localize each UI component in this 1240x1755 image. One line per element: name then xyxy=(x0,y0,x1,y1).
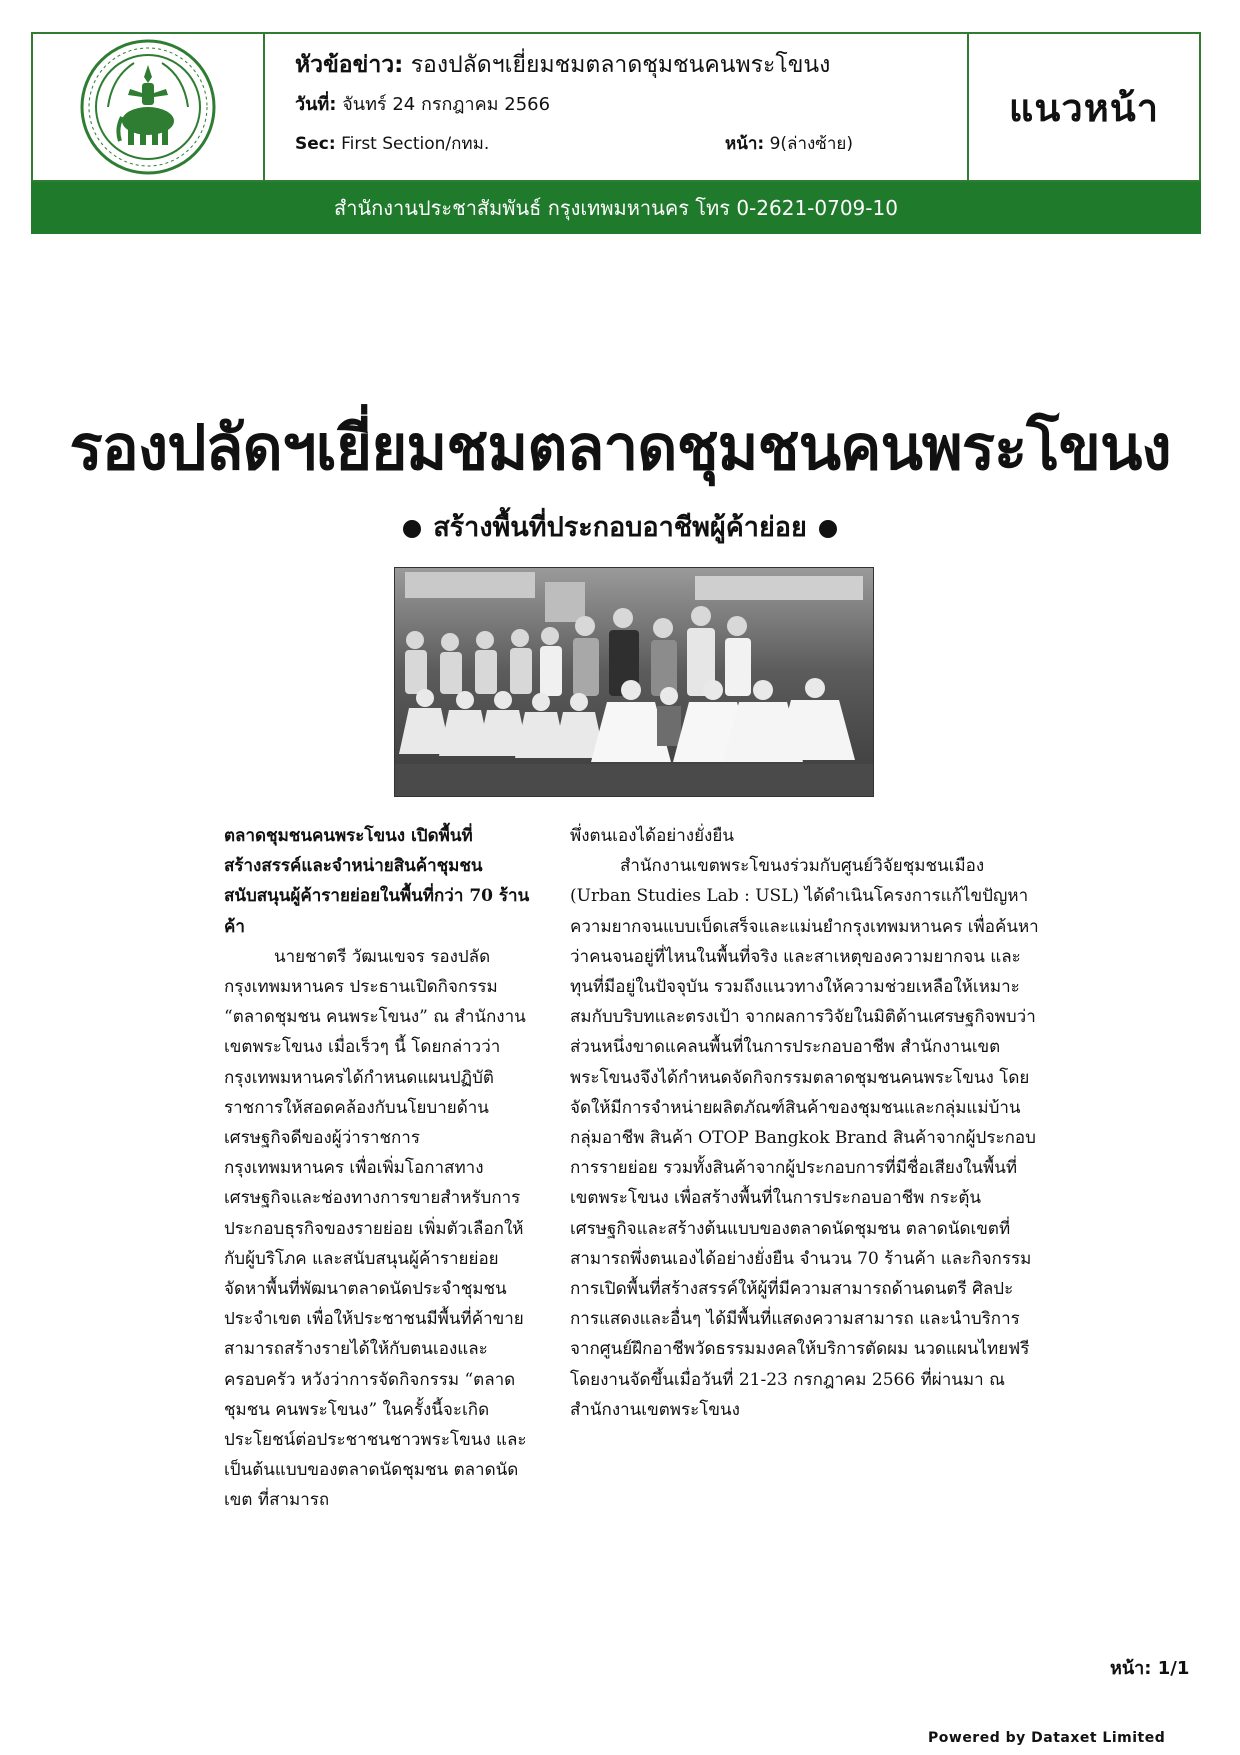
article-lead: ตลาดชุมชนคนพระโขนง เปิดพื้นที่สร้างสรรค์และจำหน่ายสินค้าชุมชน สนับสนุนผู้ค้ารายย่อยในพื้นที่กว่า 70 ร้านค้า xyxy=(224,826,530,937)
newspaper-name: แนวหน้า xyxy=(1008,85,1160,130)
bangkok-seal-icon xyxy=(78,37,218,177)
clipping-info xyxy=(265,34,969,180)
page-number: หน้า: 1/1 xyxy=(1110,1658,1190,1679)
powered-by: Powered by Dataxet Limited xyxy=(928,1730,1166,1746)
headline-value: รองปลัดฯเยี่ยมชมตลาดชุมชนคนพระโขนง xyxy=(410,52,831,78)
headline-label: หัวข้อข่าว: xyxy=(295,52,404,78)
clipping-header xyxy=(31,32,1201,182)
page-value: 9(ล่างซ้าย) xyxy=(769,134,853,154)
section-label: Sec: xyxy=(295,134,336,154)
group-photo-image xyxy=(395,568,873,796)
page-label: หน้า: xyxy=(725,134,765,154)
article-right-column xyxy=(570,821,1040,1425)
section-cell xyxy=(295,132,725,156)
logo-cell xyxy=(33,34,265,180)
date-value: จันทร์ 24 กรกฎาคม 2566 xyxy=(342,94,551,115)
date-row xyxy=(295,92,937,118)
banner-text: สำนักงานประชาสัมพันธ์ กรุงเทพมหานคร โทร 0-2621-0709-10 xyxy=(334,196,898,220)
bullet-icon xyxy=(403,520,421,538)
article-paragraph: สำนักงานเขตพระโขนงร่วมกับศูนย์วิจัยชุมชนเมือง (Urban Studies Lab : USL) ได้ดำเนินโครงการแก้ไขปัญหาความยากจนแบบเบ็ดเสร็จและแม่นยำกรุงเทพมหานคร เพื่อค้นหาว่าคนจนอยู่ที่ไหนในพื้นที่จริง และสาเหตุของความยากจน และทุนที่มีอยู่ในปัจจุบัน รวมถึงแนวทางให้ความช่วยเหลือให้เหมาะสมกับบริบทและตรงเป้า จากผลการวิจัยในมิติด้านเศรษฐกิจพบว่าส่วนหนึ่งขาดแคลนพื้นที่ในการประกอบอาชีพ สำนักงานเขตพระโขนงจึงได้กำหนดจัดกิจกรรมตลาดชุมชนคนพระโขนง โดยจัดให้มีการจำหน่ายผลิตภัณฑ์สินค้าของชุมชนและกลุ่มแม่บ้านกลุ่มอาชีพ สินค้า OTOP Bangkok Brand สินค้าจากผู้ประกอบการรายย่อย รวมทั้งสินค้าจากผู้ประกอบการที่มีชื่อเสียงในพื้นที่เขตพระโขนง เพื่อสร้างพื้นที่ในการประกอบอาชีพ กระตุ้นเศรษฐกิจและสร้างต้นแบบของตลาดนัดชุมชน ตลาดนัดเขตที่สามารถพึ่งตนเองได้อย่างยั่งยืน จำนวน 70 ร้านค้า และกิจกรรมการเปิดพื้นที่สร้างสรรค์ให้ผู้ที่มีความสามารถด้านดนตรี ศิลปะการแสดงและอื่นๆ ได้มีพื้นที่แสดงความสามารถ และนำบริการจากศูนย์ฝึกอาชีพวัดธรรมมงคลให้บริการตัดผม นวดแผนไทยฟรี โดยงานจัดขึ้นเมื่อวันที่ 21-23 กรกฎาคม 2566 ที่ผ่านมา ณ สำนักงานเขตพระโขนง xyxy=(570,856,1039,1420)
article-continuation: พึ่งตนเองได้อย่างยั่งยืน xyxy=(570,826,734,846)
article-photo xyxy=(394,567,874,797)
pr-office-banner xyxy=(31,182,1201,234)
article-paragraph: นายชาตรี วัฒนเขจร รองปลัดกรุงเทพมหานคร ประธานเปิดกิจกรรม “ตลาดชุมชน คนพระโขนง” ณ สำนักงานเขตพระโขนง เมื่อเร็วๆ นี้ โดยกล่าวว่า กรุงเทพมหานครได้กำหนดแผนปฏิบัติราชการให้สอดคล้องกับนโยบายด้านเศรษฐกิจดีของผู้ว่าราชการกรุงเทพมหานคร เพื่อเพิ่มโอกาสทางเศรษฐกิจและช่องทางการขายสำหรับการประกอบธุรกิจของรายย่อย เพิ่มตัวเลือกให้กับผู้บริโภค และสนับสนุนผู้ค้ารายย่อย จัดหาพื้นที่พัฒนาตลาดนัดประจำชุมชน ประจำเขต เพื่อให้ประชาชนมีพื้นที่ค้าขาย สามารถสร้างรายได้ให้กับตนเองและครอบครัว หวังว่าการจัดกิจกรรม “ตลาดชุมชน คนพระโขนง” ในครั้งนี้จะเกิดประโยชน์ต่อประชาชนชาวพระโขนง และเป็นต้นแบบของตลาดนัดชุมชน ตลาดนัดเขต ที่สามารถ xyxy=(224,946,527,1511)
article-subtitle-row xyxy=(60,510,1180,546)
article-subtitle: สร้างพื้นที่ประกอบอาชีพผู้ค้าย่อย xyxy=(433,512,807,543)
page-cell xyxy=(725,132,853,156)
section-value: First Section/กทม. xyxy=(341,134,490,154)
article-left-column xyxy=(224,821,536,1516)
section-row xyxy=(295,132,937,156)
date-label: วันที่: xyxy=(295,94,337,115)
newspaper-cell xyxy=(969,34,1199,180)
article-title: รองปลัดฯเยี่ยมชมตลาดชุมชนคนพระโขนง xyxy=(69,411,1171,484)
headline-row xyxy=(295,50,937,80)
bullet-icon xyxy=(819,520,837,538)
